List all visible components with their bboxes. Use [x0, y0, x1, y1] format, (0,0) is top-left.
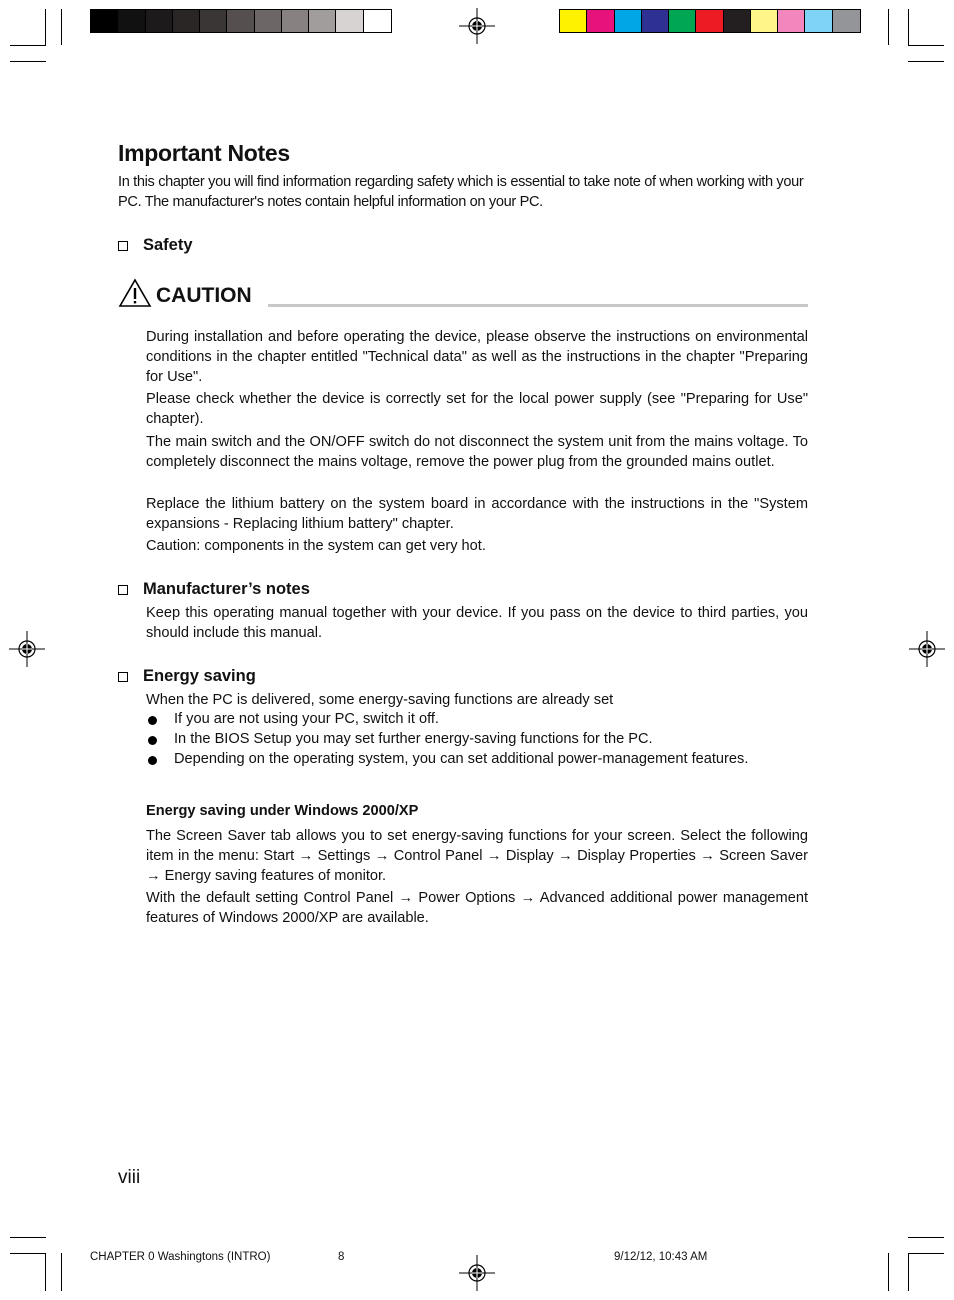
color-swatch	[696, 10, 723, 32]
windows-paragraph: The Screen Saver tab allows you to set energy-saving functions for your screen. Select the following item in the menu: Start → Settings → Control Panel → Display → Display Properties → Screen Saver → Energy saving features of monitor.	[146, 828, 808, 884]
color-swatch	[724, 10, 751, 32]
color-swatch	[751, 10, 778, 32]
manufacturer-paragraph: Keep this operating manual together with your device. If you pass on the device to third parties, you should include this manual.	[146, 605, 808, 641]
section-heading-manufacturer	[118, 580, 310, 599]
section-heading-label: Safety	[143, 236, 193, 254]
color-swatch	[118, 10, 145, 32]
grayscale-color-bar	[90, 9, 392, 33]
warning-triangle-icon	[118, 278, 152, 308]
color-swatch	[560, 10, 587, 32]
safety-paragraph: Caution: components in the system can get very hot.	[146, 538, 486, 554]
caution-heading	[118, 278, 252, 308]
color-swatch	[200, 10, 227, 32]
section-heading-label: Manufacturer’s notes	[143, 580, 310, 598]
list-item: In the BIOS Setup you may set further energy-saving functions for the PC.	[146, 730, 808, 750]
list-item: Depending on the operating system, you can set additional power-management features.	[146, 750, 808, 770]
checkbox-bullet-icon	[118, 241, 128, 251]
color-swatch	[805, 10, 832, 32]
bullet-dot-icon	[148, 736, 157, 745]
color-swatch	[833, 10, 860, 32]
safety-paragraph: During installation and before operating the device, please observe the instructions on environmental conditions in the chapter entitled "Technical data" as well as the instructions in the chapter "Preparing for Use".	[146, 329, 808, 385]
page-title: Important Notes	[118, 140, 290, 166]
color-swatch	[282, 10, 309, 32]
checkbox-bullet-icon	[118, 585, 128, 595]
section-heading-safety	[118, 236, 193, 255]
color-swatch	[615, 10, 642, 32]
color-swatch	[255, 10, 282, 32]
registration-mark-icon	[459, 1255, 495, 1291]
color-swatch	[227, 10, 254, 32]
color-swatch	[642, 10, 669, 32]
registration-mark-icon	[9, 631, 45, 667]
color-swatch	[778, 10, 805, 32]
bullet-dot-icon	[148, 716, 157, 725]
footer-page: 8	[338, 1251, 345, 1263]
registration-mark-icon	[459, 8, 495, 44]
caution-rule	[268, 304, 808, 307]
safety-paragraph: Please check whether the device is correctly set for the local power supply (see "Preparing for Use" chapter).	[146, 391, 808, 427]
color-swatch	[91, 10, 118, 32]
safety-paragraph: The main switch and the ON/OFF switch do not disconnect the system unit from the mains voltage. To completely disconnect the mains voltage, remove the power plug from the grounded mains outlet.	[146, 434, 808, 470]
list-item: If you are not using your PC, switch it off.	[146, 710, 808, 730]
subheading-windows: Energy saving under Windows 2000/XP	[146, 803, 419, 819]
section-heading-energy	[118, 667, 256, 686]
page-number: viii	[118, 1167, 141, 1188]
caution-label: CAUTION	[156, 284, 252, 307]
footer-file-name: CHAPTER 0 Washingtons (INTRO)	[90, 1251, 271, 1263]
color-swatch	[364, 10, 391, 32]
color-swatch	[309, 10, 336, 32]
color-swatch	[669, 10, 696, 32]
process-color-bar	[559, 9, 861, 33]
energy-lead: When the PC is delivered, some energy-saving functions are already set	[146, 692, 614, 708]
checkbox-bullet-icon	[118, 672, 128, 682]
energy-bullet-list	[146, 710, 808, 769]
bullet-dot-icon	[148, 756, 157, 765]
intro-paragraph: In this chapter you will find information regarding safety which is essential to take note of when working with your PC. The manufacturer's notes contain helpful information on your PC.	[118, 174, 804, 210]
section-heading-label: Energy saving	[143, 667, 256, 685]
color-swatch	[173, 10, 200, 32]
safety-paragraph: Replace the lithium battery on the system board in accordance with the instructions in the "System expansions - Replacing lithium battery" chapter.	[146, 496, 808, 532]
windows-paragraph: With the default setting Control Panel → Power Options → Advanced additional power management features of Windows 2000/XP are available.	[146, 890, 808, 926]
color-swatch	[587, 10, 614, 32]
color-swatch	[336, 10, 363, 32]
footer-timestamp: 9/12/12, 10:43 AM	[614, 1251, 708, 1263]
registration-mark-icon	[909, 631, 945, 667]
color-swatch	[146, 10, 173, 32]
